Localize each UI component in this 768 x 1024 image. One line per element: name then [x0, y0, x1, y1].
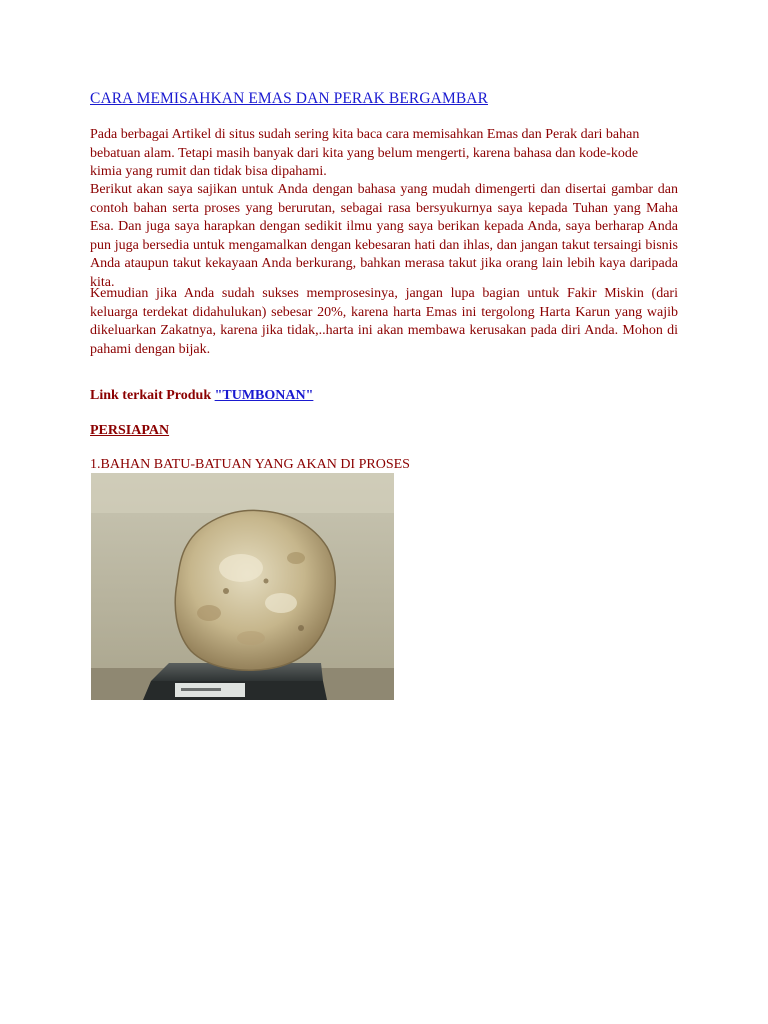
- article-title-link[interactable]: CARA MEMISAHKAN EMAS DAN PERAK BERGAMBAR: [90, 90, 489, 107]
- paragraph-intro: Pada berbagai Artikel di situs sudah sering kita baca cara memisahkan Emas dan Perak dari bahan bebatuan alam. Tetapi masih banyak dari kita yang belum mengerti, karena bahasa dan kode-kode kimia yang rumit dan tidak bisa dipahami.: [90, 127, 640, 179]
- related-product-label: Link terkait Produk: [90, 388, 215, 403]
- related-product-line: [90, 388, 313, 404]
- paragraph-presentation: Berikut akan saya sajikan untuk Anda dengan bahasa yang mudah dimengerti dan disertai gambar dan contoh bahan serta proses yang berurutan, sebagai rasa bersyukurnya saya kepada Tuhan yang Maha Esa. Dan juga saya harapkan dengan sedikit ilmu yang saya berikan kepada Anda, saya berharap Anda pun juga bersedia untuk mengamalkan dengan kebesaran hati dan ihlas, dan jangan takut tersaingi bisnis Anda ataupun takut kekayaan Anda berkurang, bahkan merasa takut jika orang lain lebih kaya daripada kita.: [90, 182, 678, 290]
- rock-sample-image: [91, 473, 394, 700]
- rock-sample-photo: [91, 473, 394, 700]
- paragraph-zakat: Kemudian jika Anda sudah sukses memprosesinya, jangan lupa bagian untuk Fakir Miskin (dari keluarga terdekat didahulukan) sebesar 20%, karena harta Emas ini tergolong Harta Karun yang wajib dikeluarkan Zakatnya, karena jika tidak,..harta ini akan membawa kerusakan pada diri Anda. Mohon di pahami dengan bijak.: [90, 286, 678, 357]
- tumbonan-link[interactable]: "TUMBONAN": [214, 388, 314, 403]
- step-1-caption: 1.BAHAN BATU-BATUAN YANG AKAN DI PROSES: [90, 457, 410, 472]
- section-heading-persiapan: PERSIAPAN: [90, 423, 170, 438]
